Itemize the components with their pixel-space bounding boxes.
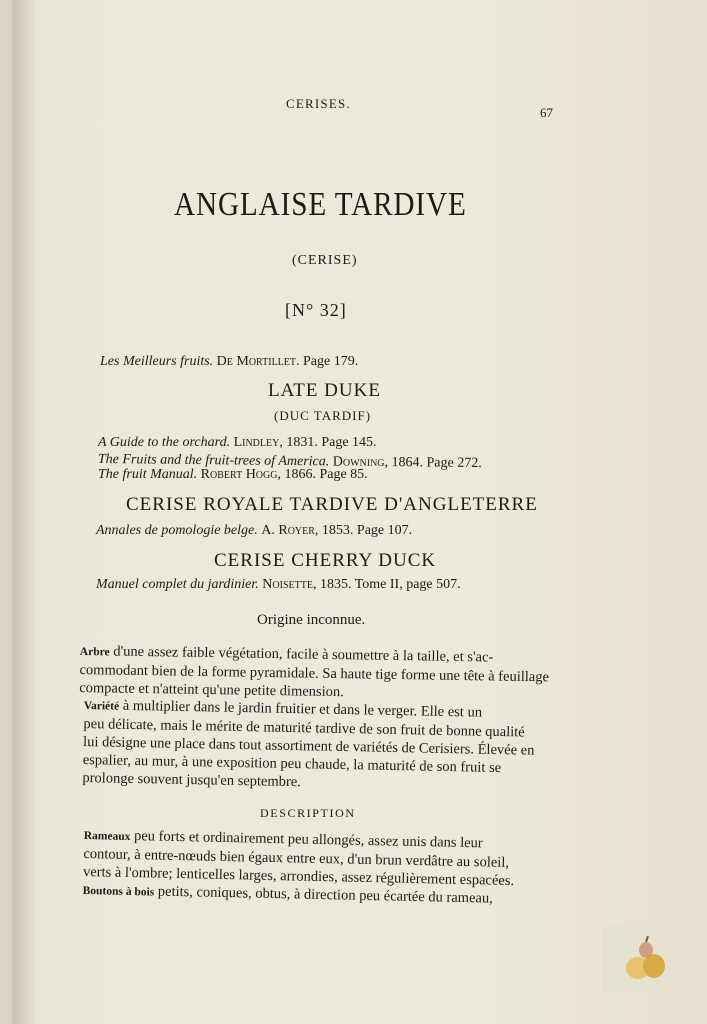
reference-line: Manuel complet du jardinier. Noisette, 1835. Tome II, page 507. [96,577,461,592]
reference-line: Les Meilleurs fruits. De Mortillet. Page 179. [100,354,359,369]
synonym-heading: LATE DUKE [268,380,381,401]
title-subtitle: (CERISE) [292,253,358,268]
origin-text: Origine inconnue. [257,612,366,628]
fruit-watermark [602,926,694,992]
arbre-paragraph: Arbre d'une assez faible végétation, facile à soumettre à la taille, et s'ac- commodant bien de la forme pyramidale. Sa haute tige forme une tête à feuillage compacte et n'atteint qu'une petite dimension. [79,643,550,701]
book-page [12,0,707,1024]
variete-paragraph: Variété à multiplier dans le jardin fruitier et dans le verger. Elle est un peu délicate, mais le mérite de maturité tardive de son fruit de bonne qualité lui désigne une place dans tout assortiment de variétés de Cerisiers. Élevée en espalier, au mur, à une exposition peu chaude, la maturité de son fruit se prolonge souvent jusqu'en septembre. [82,697,535,791]
page-number: 67 [540,105,553,120]
page-gutter [12,0,34,1024]
synonym-heading: CERISE ROYALE TARDIVE D'ANGLETERRE [126,494,538,515]
reference-line: The Fruits and the fruit-trees of America. Downing, 1864. Page 272. [97,452,482,472]
reference-line: Annales de pomologie belge. A. Royer, 1853. Page 107. [96,523,413,538]
description-heading: DESCRIPTION [260,806,356,820]
synonym-heading: CERISE CHERRY DUCK [214,550,437,571]
variety-number: [N° 32] [285,300,347,320]
page-title: ANGLAISE TARDIVE [174,186,467,223]
running-head: CERISES. [286,96,351,111]
pear-icon [616,936,680,984]
rameaux-paragraph: Rameaux peu forts et ordinairement peu allongés, assez unis dans leur contour, à entre-nœuds bien égaux entre eux, d'un brun verdâtre au soleil, verts à l'ombre; lenticelles larges, arrondies, assez régulièrement espacées. Boutons à bois petits, coniques, obtus, à direction peu écartée du rameau, [82,827,515,907]
reference-line: A Guide to the orchard. Lindley, 1831. Page 145. [98,435,377,450]
synonym-subheading: (DUC TARDIF) [274,408,372,423]
reference-line: The fruit Manual. Robert Hogg, 1866. Page 85. [98,467,368,482]
